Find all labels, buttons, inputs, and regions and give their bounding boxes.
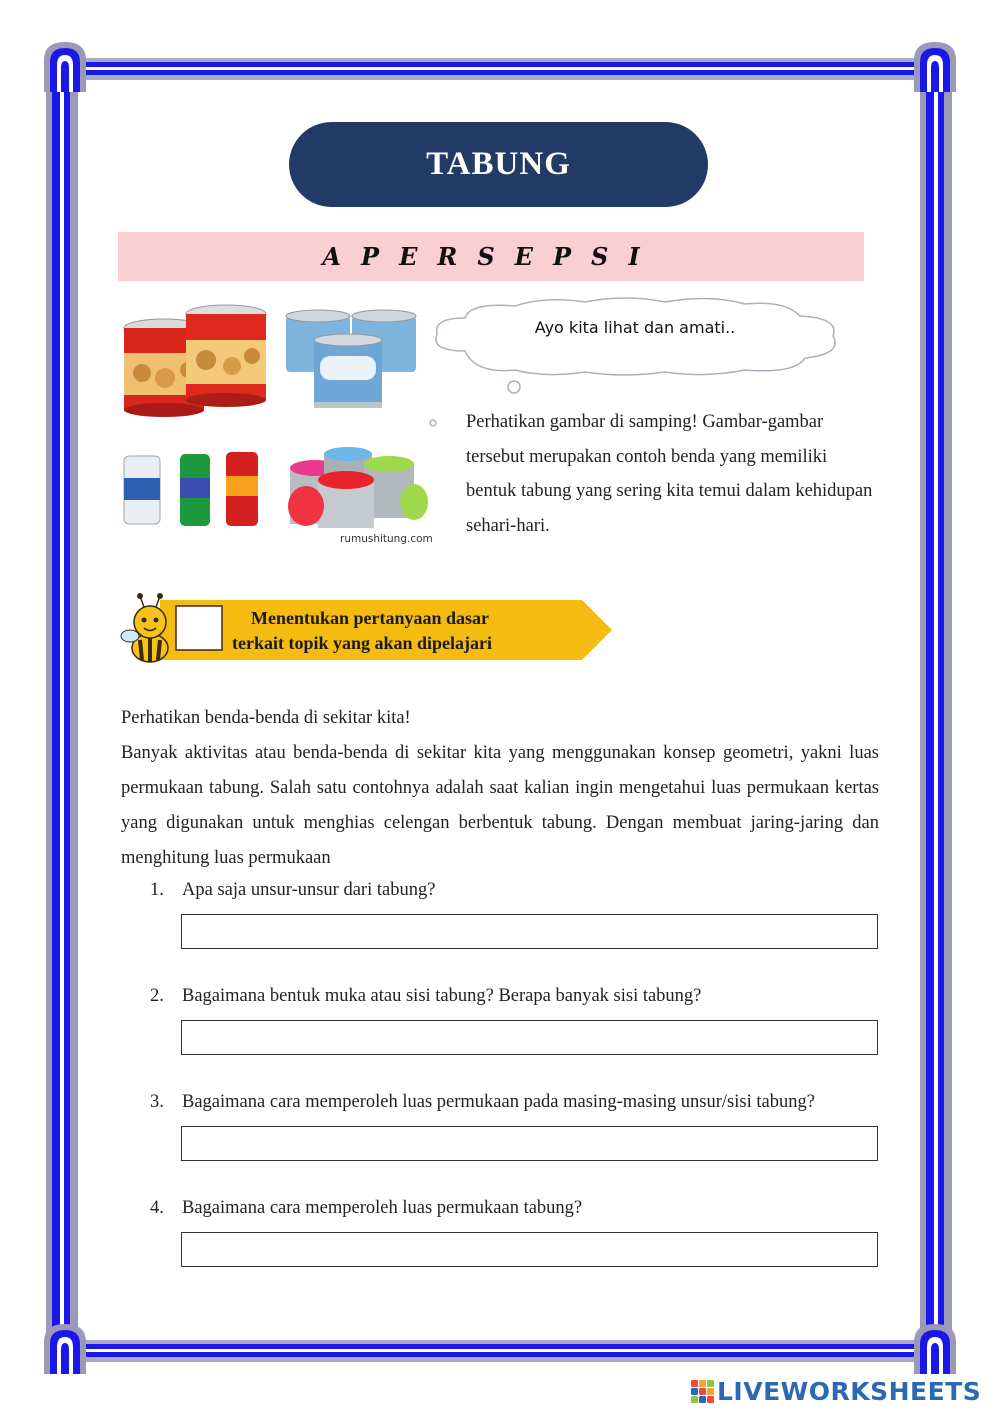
liveworksheets-logo-text: LIVEWORKSHEETS [717, 1377, 982, 1406]
body-paragraph-2: Banyak aktivitas atau benda-benda di sekitar kita yang menggunakan konsep geometri, yakni luas permukaan tabung. Salah satu contohnya adalah saat kalian ingin mengetahui luas permukaan kertas yang digunakan untuk menghias celengan berbentuk tabung. Dengan membuat jaring-jaring dan menghitung luas permukaan [121, 743, 879, 868]
frame-right-bar [920, 58, 952, 1356]
question-2 [150, 986, 701, 1007]
beverage-cans-image [120, 448, 270, 533]
paint-buckets-image [284, 446, 434, 532]
banner-line-2: terkait topik yang akan dipelajari [232, 633, 493, 653]
question-1 [150, 880, 435, 901]
corner-ornament-top-left [42, 40, 88, 92]
liveworksheets-logo[interactable] [691, 1377, 981, 1406]
question-number: 2. [150, 986, 164, 1006]
thought-cloud [425, 296, 845, 378]
page-title: TABUNG [289, 122, 708, 207]
liveworksheets-logo-icon [691, 1380, 714, 1403]
banner-line-1: Menentukan pertanyaan dasar [250, 608, 490, 628]
frame-bottom-bar [58, 1338, 942, 1364]
biscuit-tins-image [120, 298, 270, 418]
image-watermark: rumushitung.com [340, 533, 433, 545]
question-text: Bagaimana bentuk muka atau sisi tabung? Berapa banyak sisi tabung? [182, 986, 702, 1006]
question-number: 4. [150, 1198, 164, 1218]
question-number: 3. [150, 1092, 164, 1112]
answer-field-2[interactable] [181, 1020, 878, 1055]
section-banner-text [200, 606, 540, 656]
frame-top-bar [58, 56, 942, 82]
frame-left-bar [46, 58, 78, 1356]
question-text: Bagaimana cara memperoleh luas permukaan pada masing-masing unsur/sisi tabung? [182, 1092, 815, 1112]
question-text: Apa saja unsur-unsur dari tabung? [182, 880, 436, 900]
question-3 [150, 1092, 815, 1113]
cloud-text: Ayo kita lihat dan amati.. [534, 318, 736, 337]
body-text [121, 701, 879, 876]
corner-ornament-bottom-left [42, 1322, 88, 1374]
corner-ornament-bottom-right [912, 1322, 958, 1374]
apersepsi-heading: APERSEPSI [118, 232, 864, 281]
answer-field-1[interactable] [181, 914, 878, 949]
intro-paragraph: Perhatikan gambar di samping! Gambar-gambar tersebut merupakan contoh benda yang memiliki bentuk tabung yang sering kita temui dalam kehidupan sehari-hari. [466, 412, 873, 536]
corner-ornament-top-right [912, 40, 958, 92]
milk-cans-image [280, 308, 430, 418]
question-4 [150, 1198, 582, 1219]
answer-field-3[interactable] [181, 1126, 878, 1161]
answer-field-4[interactable] [181, 1232, 878, 1267]
question-number: 1. [150, 880, 164, 900]
body-paragraph-1: Perhatikan benda-benda di sekitar kita! [121, 708, 411, 728]
question-text: Bagaimana cara memperoleh luas permukaan tabung? [182, 1198, 583, 1218]
